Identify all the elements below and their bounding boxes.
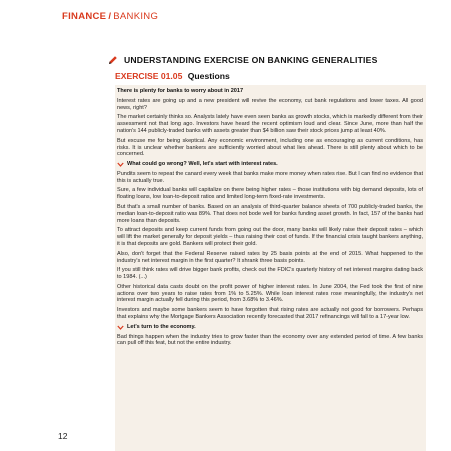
chevron-icon <box>117 162 124 167</box>
article-paragraph: But excuse me for being skeptical. Any economic environment, including one as encouraging as current conditions, has risks. It is unclear whether bankers are sufficiently worried about what lies ahead. There is still plenty about which to be concerned. <box>117 137 423 158</box>
article-paragraph: But that's a small number of banks. Based on an analysis of third-quarter balance sheets of 700 publicly-traded banks, the median loan-to-deposit ratio was 89%. That does not bode well for banks funding asset growth. In fact, 157 of the banks had more loans than deposits. <box>117 204 423 224</box>
article-paragraph: Pundits seem to repeat the canard every week that banks make more money when rates rise. But I can find no evidence that this is actually true. <box>117 170 423 184</box>
pencil-icon <box>108 55 118 65</box>
article-paragraphs-c <box>117 334 423 348</box>
article-paragraph: To attract deposits and keep current funds from going out the door, many banks will likely raise their deposit rates – which will lift the market generally for deposit yields – thus raising their cost of funds. If the financial crisis taught bankers anything, it is that deposits are gold. Bankers will protect their gold. <box>117 227 423 247</box>
subheading-1-text: What could go wrong? Well, let's start with interest rates. <box>127 161 278 168</box>
page-number: 12 <box>58 431 68 441</box>
article-box <box>115 85 426 451</box>
exercise-label: Questions <box>187 71 230 81</box>
subheading-1 <box>117 161 423 168</box>
article-paragraphs-a <box>117 98 423 158</box>
article-paragraphs-b <box>117 171 423 321</box>
header-separator: / <box>108 11 112 22</box>
subheading-2 <box>117 324 423 331</box>
header-section: FINANCE <box>62 11 107 22</box>
article-paragraph: Investors and maybe some bankers seem to have forgotten that rising rates are actually not good for borrowers. Perhaps that explains why the Mortgage Bankers Association recently forecasted that 2017 refinancings will fall to a 17-year low. <box>117 307 423 321</box>
section-title-text: UNDERSTANDING EXERCISE ON BANKING GENERALITIES <box>124 55 378 65</box>
exercise-number: EXERCISE 01.05 <box>115 71 183 81</box>
subheading-2-text: Let's turn to the economy. <box>127 323 196 330</box>
section-title <box>108 55 378 65</box>
article-paragraph: If you still think rates will drive bigger bank profits, check out the FDIC's quarterly history of net interest margins dating back to 1984. (...) <box>117 267 423 281</box>
article-title: There is plenty for banks to worry about in 2017 <box>117 88 244 94</box>
chevron-icon <box>117 325 124 330</box>
article-paragraph: Other historical data casts doubt on the profit power of higher interest rates. In June 2004, the Fed took the first of nine actions over two years to raise rates from 1% to 5.25%. While loan interest rates rose meaningfully, the industry's net interest margin actually fell during this period, from 3.68% to 3.46%. <box>117 283 423 304</box>
article-paragraph: The market certainly thinks so. Analysts lately have even seen banks as growth stocks, which is markedly different from their assessment not that long ago. Investors have heard the recent optimism loud and clear. Since June, more than half the nation's 144 publicly-traded banks with assets greater than $4 billion saw their stock prices jump at least 40%. <box>117 114 423 134</box>
running-header <box>62 11 158 22</box>
exercise-heading <box>115 71 230 81</box>
article-paragraph: Also, don't forget that the Federal Reserve raised rates by 25 basis points at the end of 2015. What happened to the industry's net interest margin in the first quarter? It shrank three basis points. <box>117 250 423 264</box>
article-paragraph: Sure, a few individual banks will capitalize on there being higher rates – those institutions with big demand deposits, lots of floating loans, low loan-to-deposit ratios and limited long-term fixed-rate investments. <box>117 187 423 201</box>
article-body <box>115 85 426 347</box>
header-subsection: BANKING <box>113 11 159 22</box>
article-paragraph: Bad things happen when the industry tries to grow faster than the economy over any extended period of time. A few banks can pull off this feat, but not the entire industry. <box>117 333 423 347</box>
article-paragraph: Interest rates are going up and a new president will revive the economy, cut bank regulations and lower taxes. All good news, right? <box>117 97 423 111</box>
